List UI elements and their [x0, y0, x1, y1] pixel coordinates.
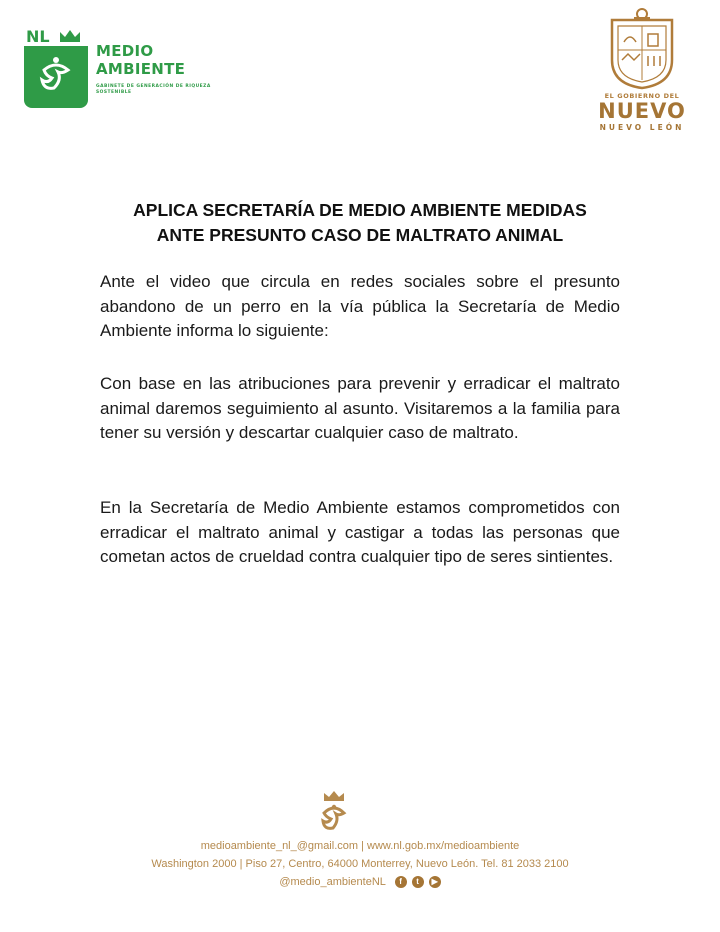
nl-badge-text: NL	[26, 27, 50, 46]
gov-small-text: EL GOBIERNO DEL	[604, 92, 680, 100]
paragraph-3: En la Secretaría de Medio Ambiente estamos comprometidos con erradicar el maltrato animal y castigar a todas las personas que cometan actos de crueldad contra cualquier tipo de seres sintientes.	[100, 498, 620, 566]
medio-ambiente-logo	[24, 26, 224, 108]
footer-address: Washington 2000 | Piso 27, Centro, 64000 Monterrey, Nuevo León. Tel. 81 2033 2100	[151, 858, 569, 870]
brand-name-line1: MEDIO	[96, 42, 154, 60]
bird-emblem-icon	[24, 26, 88, 108]
gov-big-text: NUEVO	[598, 99, 686, 123]
footer-social	[60, 876, 660, 888]
brand-name-line2: AMBIENTE	[96, 60, 186, 78]
paragraph-1: Ante el video que circula en redes sociales sobre el presunto abandono de un perro en la vía pública la Secretaría de Medio Ambiente informa lo siguiente:	[100, 272, 620, 340]
social-handle: @medio_ambienteNL	[279, 876, 386, 888]
youtube-icon[interactable]: ▶	[429, 876, 441, 888]
title-line-2: ANTE PRESUNTO CASO DE MALTRATO ANIMAL	[156, 225, 564, 245]
paragraph-2: Con base en las atribuciones para prevenir y erradicar el maltrato animal daremos seguimiento al asunto. Visitaremos a la familia para tener su versión y descartar cualquier caso de maltrato.	[100, 374, 620, 442]
facebook-icon[interactable]: f	[395, 876, 407, 888]
nl-badge	[24, 26, 88, 108]
state-crest-icon	[606, 6, 678, 90]
brand-subtitle: GABINETE DE GENERACIÓN DE RIQUEZA SOSTENIBLE	[96, 84, 211, 95]
footer-emblem-icon	[318, 791, 350, 837]
gobierno-nuevo-leon-logo	[582, 6, 702, 142]
title-line-1: APLICA SECRETARÍA DE MEDIO AMBIENTE MEDIDAS	[133, 200, 587, 220]
social-icons	[393, 876, 441, 888]
footer-contact: medioambiente_nl_@gmail.com | www.nl.gob.mx/medioambiente	[200, 840, 520, 852]
twitter-icon[interactable]: t	[412, 876, 424, 888]
gov-state-text: NUEVO LEÓN	[599, 123, 685, 132]
press-release-title	[60, 198, 660, 248]
